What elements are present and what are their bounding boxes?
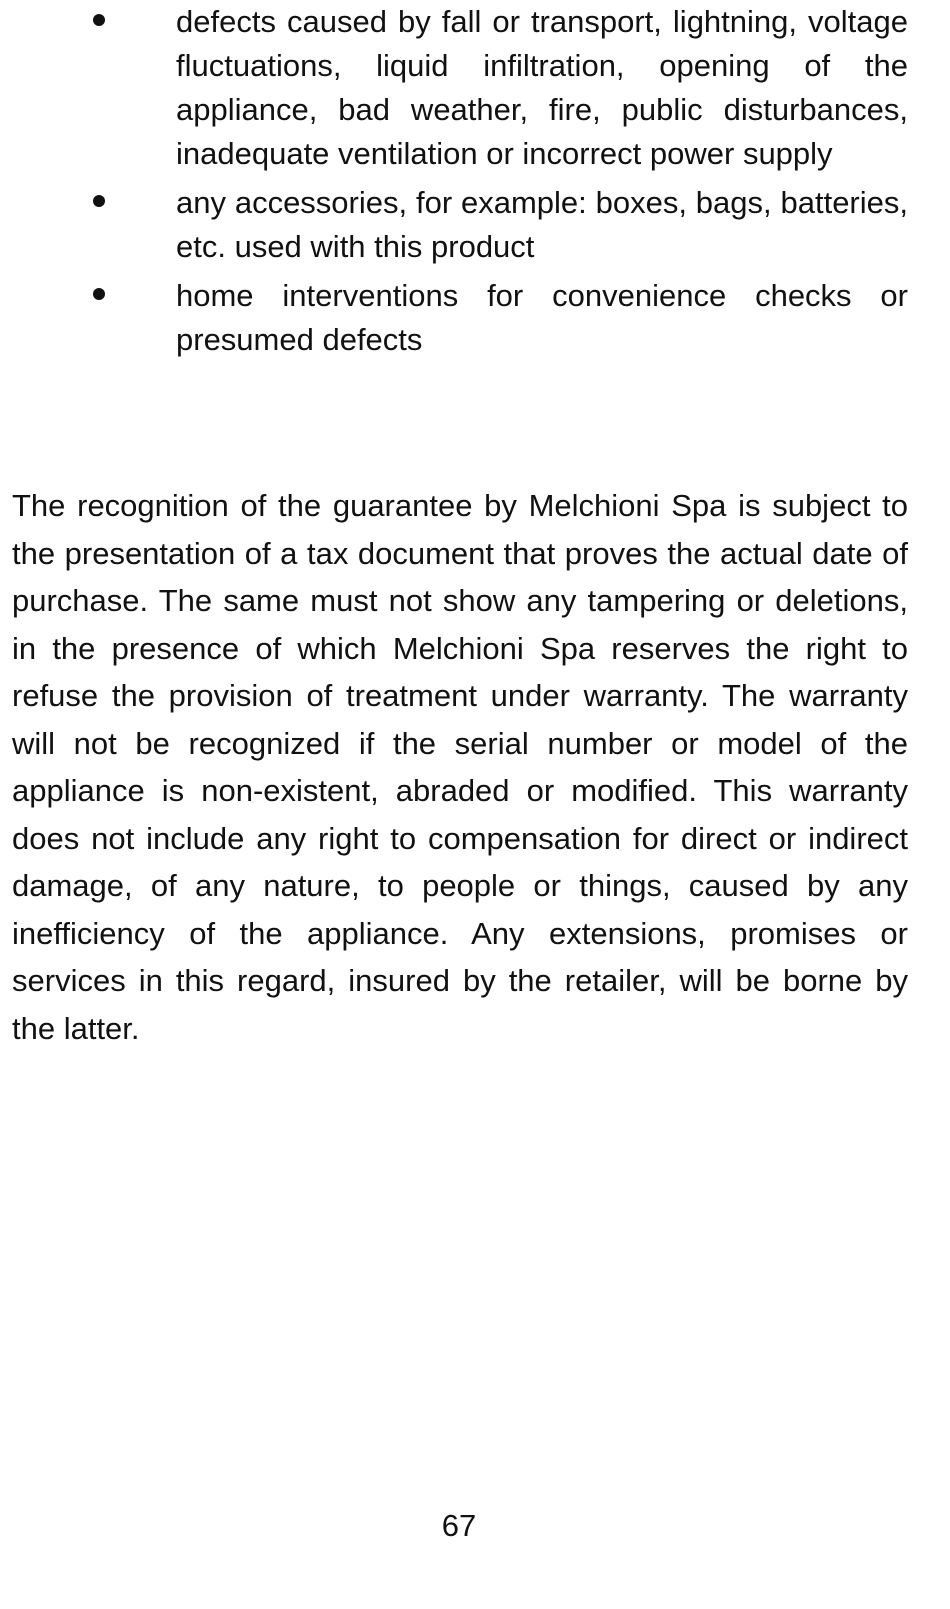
- exclusions-bullet-list: [0, 0, 950, 367]
- list-item: [0, 274, 950, 362]
- bullet-icon: [93, 14, 105, 26]
- bullet-icon: [93, 288, 105, 300]
- page-number: 67: [441, 1508, 477, 1543]
- warranty-paragraph: The recognition of the guarantee by Melchioni Spa is subject to the presentation of a tax document that proves the actual date of purchase. The same must not show any tampering or deletions, in the presence of which Melchioni Spa reserves the right to refuse the provision of treatment under warranty. The warranty will not be recognized if the serial number or model of the appliance is non-existent, abraded or modified. This warranty does not include any right to compensation for direct or indirect damage, of any nature, to people or things, caused by any inefficiency of the appliance. Any extensions, promises or services in this regard, insured by the retailer, will be borne by the latter.: [12, 488, 908, 1046]
- bullet-text: defects caused by fall or transport, lightning, voltage fluctuations, liquid infiltration, opening of the appliance, bad weather, fire, public disturbances, inadequate ventilation or incorrect power supply: [176, 4, 908, 171]
- list-item: [0, 0, 950, 176]
- bullet-text: any accessories, for example: boxes, bags, batteries, etc. used with this product: [176, 185, 908, 264]
- bullet-text: home interventions for convenience checks or presumed defects: [176, 278, 908, 357]
- bullet-icon: [93, 195, 105, 207]
- list-item: [0, 181, 950, 269]
